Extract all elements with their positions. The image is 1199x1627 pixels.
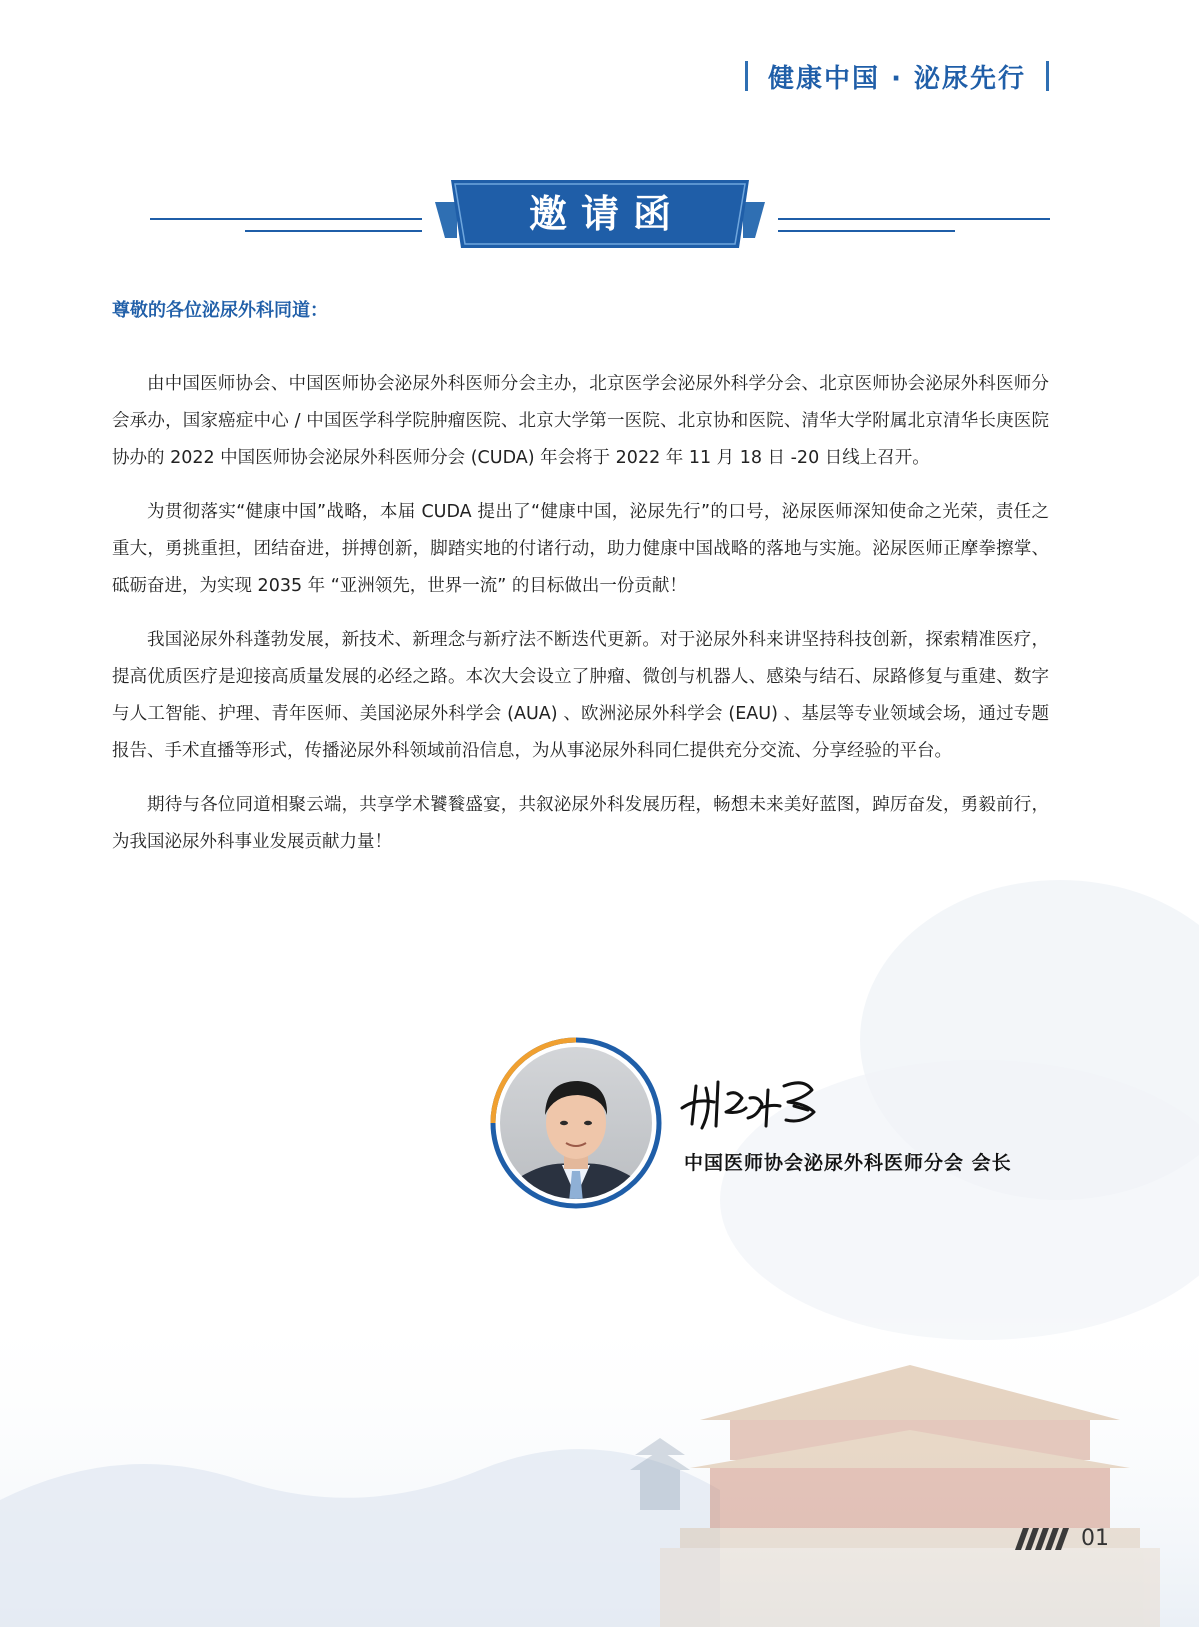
title-banner xyxy=(150,180,1050,260)
signer-title: 中国医师协会泌尿外科医师分会 会长 xyxy=(684,1152,1012,1174)
invitation-body xyxy=(112,296,1049,878)
page-slashes-decoration xyxy=(1019,1528,1069,1550)
title-line-right-bottom xyxy=(778,230,955,232)
handwritten-signature xyxy=(676,1068,836,1136)
title-line-left-top xyxy=(150,218,422,220)
header-divider-right xyxy=(1046,61,1049,91)
title-line-right-top xyxy=(778,218,1050,220)
salutation: 尊敬的各位泌尿外科同道： xyxy=(112,300,328,321)
header-slogan xyxy=(745,56,1049,96)
paragraph-1: 由中国医师协会、中国医师协会泌尿外科医师分会主办，北京医学会泌尿外科学分会、北京医师协会泌尿外科医师分会承办，国家癌症中心 / 中国医学科学院肿瘤医院、北京大学第一医院、北京协和医院、清华大学附属北京清华长庚医院协办的 2022 中国医师协会泌尿外科医师分会 (CUDA) 年会将于 2022 年 11 月 18 日 -20 日线上召开。 xyxy=(112,374,1049,468)
page-number-block xyxy=(1019,1526,1109,1551)
paragraph-4: 期待与各位同道相聚云端，共享学术饕餮盛宴，共叙泌尿外科发展历程，畅想未来美好蓝图，踔厉奋发，勇毅前行，为我国泌尿外科事业发展贡献力量！ xyxy=(112,795,1049,852)
paragraph-3: 我国泌尿外科蓬勃发展，新技术、新理念与新疗法不断迭代更新。对于泌尿外科来讲坚持科技创新，探索精准医疗，提高优质医疗是迎接高质量发展的必经之路。本次大会设立了肿瘤、微创与机器人、感染与结石、尿路修复与重建、数字与人工智能、护理、青年医师、美国泌尿外科学会 (AUA) 、欧洲泌尿外科学会 (EAU) 、基层等专业领域会场，通过专题报告、手术直播等形式，传播泌尿外科领域前沿信息，为从事泌尿外科同仁提供充分交流、分享经验的平台。 xyxy=(112,630,1049,761)
page-title: 邀请函 xyxy=(528,192,685,236)
paragraph-2: 为贯彻落实“健康中国”战略，本届 CUDA 提出了“健康中国，泌尿先行”的口号，泌尿医师深知使命之光荣，责任之重大，勇挑重担，团结奋进，拼搏创新，脚踏实地的付诸行动，助力健康中国战略的落地与实施。泌尿医师正摩拳擦掌、砥砺奋进，为实现 2035 年 “亚洲领先，世界一流” 的目标做出一份贡献！ xyxy=(112,502,1049,596)
header-slogan-text: 健康中国 · 泌尿先行 xyxy=(768,63,1026,94)
title-line-left-bottom xyxy=(245,230,422,232)
president-portrait xyxy=(490,1037,662,1209)
page-number: 01 xyxy=(1081,1526,1109,1551)
